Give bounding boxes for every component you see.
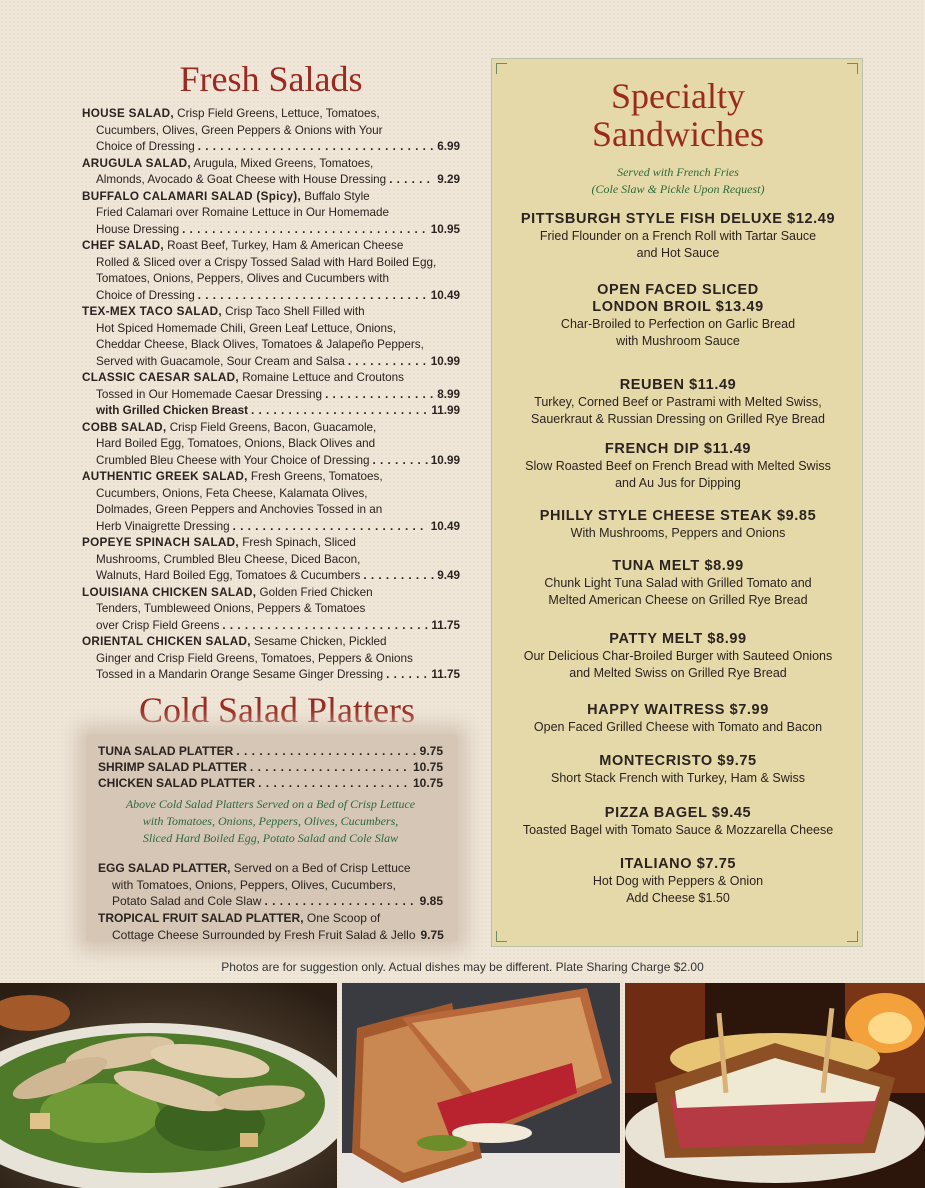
salad-price: 10.49 [430, 288, 460, 302]
salad-name: TEX-MEX TACO SALAD, [82, 305, 222, 318]
salad-desc: Tenders, Tumbleweed Onions, Peppers & Tomatoes [96, 602, 366, 615]
salad-price: 8.99 [437, 387, 460, 401]
platter-name: CHICKEN SALAD PLATTER [98, 776, 256, 790]
salad-desc: Choice of Dressing [96, 140, 195, 153]
sandwich-desc: with Mushroom Sauce [616, 334, 740, 348]
platter-name: EGG SALAD PLATTER, [98, 861, 231, 875]
platter-name: SHRIMP SALAD PLATTER [98, 760, 247, 774]
subtitle-line: (Cole Slaw & Pickle Upon Request) [591, 182, 765, 196]
salad-desc: Almonds, Avocado & Goat Cheese with House Dressing [96, 173, 387, 186]
salad-desc: Crisp Field Greens, Bacon, Guacamole, [166, 420, 377, 434]
salad-name: CHEF SALAD, [82, 239, 164, 252]
caesar-salad-photo [0, 983, 337, 1188]
sandwich-item [492, 753, 864, 787]
salad-price: 10.99 [430, 453, 460, 467]
salad-name: LOUISIANA CHICKEN SALAD, [82, 585, 257, 599]
salad-desc: Hard Boiled Egg, Tomatoes, Onions, Black Olives and [96, 437, 376, 450]
sandwiches-subtitle [492, 164, 864, 198]
platter-note-line: Above Cold Salad Platters Served on a Bed of Crisp Lettuce [125, 797, 416, 811]
salad-desc: Roast Beef, Turkey, Ham & American Cheese [163, 239, 404, 252]
sandwich-desc: Turkey, Corned Beef or Pastrami with Melted Swiss, [534, 395, 822, 409]
salad-item [82, 634, 460, 684]
salad-desc: Herb Vinaigrette Dressing [96, 519, 230, 533]
salad-price: 6.99 [437, 140, 460, 153]
salad-desc: Hot Spiced Homemade Chili, Green Leaf Lettuce, Onions, [96, 321, 397, 335]
salad-name: HOUSE SALAD, [82, 107, 174, 120]
sandwich-desc: Fried Flounder on a French Roll with Tartar Sauce [539, 229, 817, 243]
specialty-sandwiches-title [492, 77, 864, 153]
fresh-salads-title: Fresh Salads [179, 59, 363, 99]
sandwich-item [492, 508, 864, 542]
salad-name: ARUGULA SALAD, [82, 156, 191, 170]
sandwich-item [492, 631, 864, 682]
sandwich-desc: Chunk Light Tuna Salad with Grilled Tomato and [544, 576, 812, 590]
title-line: Specialty [611, 76, 745, 116]
salad-desc: Tomatoes, Onions, Peppers, Olives and Cucumbers with [96, 272, 389, 285]
sandwich-item [492, 805, 864, 839]
salad-desc: Cheddar Cheese, Black Olives, Tomatoes & Jalapeño Peppers, [96, 338, 424, 351]
salad-desc: Cucumbers, Onions, Feta Cheese, Kalamata Olives, [96, 486, 368, 500]
sandwich-desc: Sauerkraut & Russian Dressing on Grilled Rye Bread [531, 412, 825, 426]
salad-desc: with Grilled Chicken Breast [96, 404, 248, 417]
reuben-sandwich-photo [342, 983, 620, 1188]
salad-name: COBB SALAD, [82, 420, 167, 434]
subtitle-line: Served with French Fries [617, 165, 739, 179]
salad-desc: Fresh Spinach, Sliced [238, 536, 356, 549]
salad-desc: Arugula, Mixed Greens, Tomatoes, [190, 156, 374, 170]
platter-desc: Cottage Cheese Surrounded by Fresh Fruit Salad & Jello [112, 927, 416, 942]
salad-price: 9.49 [437, 569, 460, 582]
salad-item [82, 189, 460, 239]
sandwich-item [492, 558, 864, 609]
salad-item [82, 535, 460, 585]
sandwich-name: PATTY MELT $8.99 [609, 631, 747, 647]
cold-salad-platters-title: Cold Salad Platters [139, 690, 415, 730]
sandwich-desc: Melted American Cheese on Grilled Rye Bread [548, 593, 808, 607]
salad-item [82, 156, 460, 189]
salad-list [82, 106, 460, 684]
salad-name: CLASSIC CAESAR SALAD, [82, 371, 239, 384]
salad-item [82, 238, 460, 304]
salad-desc: Served with Guacamole, Sour Cream and Salsa [96, 354, 345, 368]
salad-desc: Walnuts, Hard Boiled Egg, Tomatoes & Cucumbers [96, 569, 361, 582]
disclaimer: Photos are for suggestion only. Actual dishes may be different. Plate Sharing Charge $2.00 [221, 960, 704, 974]
corner-ornament [847, 931, 858, 942]
platter-price: 9.75 [420, 927, 444, 942]
platter-note [98, 796, 443, 847]
sandwich-desc: Slow Roasted Beef on French Bread with Melted Swiss [525, 459, 831, 473]
salad-desc: over Crisp Field Greens [96, 618, 220, 632]
sandwich-desc: Our Delicious Char-Broiled Burger with Sauteed Onions [523, 649, 833, 663]
salad-desc: Ginger and Crisp Field Greens, Tomatoes, Peppers & Onions [96, 651, 413, 665]
salad-desc: Crumbled Bleu Cheese with Your Choice of Dressing [96, 453, 370, 467]
corner-ornament [496, 931, 507, 942]
sandwich-name: PHILLY STYLE CHEESE STEAK $9.85 [539, 508, 817, 524]
sandwich-desc: With Mushrooms, Peppers and Onions [570, 526, 786, 540]
platter-price: 10.75 [412, 776, 443, 790]
salad-desc: Dolmades, Green Peppers and Anchovies Tossed in an [96, 503, 383, 516]
sandwich-item [492, 377, 864, 428]
salad-item [82, 403, 460, 420]
sandwich-name: LONDON BROIL $13.49 [592, 299, 764, 315]
platter-name: TUNA SALAD PLATTER [98, 744, 234, 758]
salad-price: 9.29 [437, 173, 460, 186]
sandwich-name: PITTSBURGH STYLE FISH DELUXE $12.49 [520, 211, 836, 227]
platter-note-line: with Tomatoes, Onions, Peppers, Olives, Cucumbers, [142, 814, 399, 828]
sandwich-item [492, 441, 864, 492]
sandwich-desc: and Hot Sauce [636, 246, 720, 260]
salad-desc: House Dressing [96, 222, 180, 236]
salad-desc: Cucumbers, Olives, Green Peppers & Onions with Your [96, 123, 383, 137]
sandwich-item [492, 282, 864, 350]
salad-price: 10.99 [430, 354, 460, 368]
salad-desc: Fresh Greens, Tomatoes, [247, 470, 383, 483]
platter-desc: with Tomatoes, Onions, Peppers, Olives, Cucumbers, [112, 877, 396, 892]
sandwich-name: FRENCH DIP $11.49 [604, 441, 752, 457]
salad-name: POPEYE SPINACH SALAD, [82, 536, 239, 549]
sandwich-name: TUNA MELT $8.99 [612, 558, 744, 574]
salad-name: BUFFALO CALAMARI SALAD (Spicy), [82, 189, 302, 203]
platter-item-chicken [98, 775, 443, 792]
salad-price: 11.99 [431, 404, 460, 417]
sandwich-name: OPEN FACED SLICED [597, 282, 759, 298]
sandwich-item [492, 856, 864, 907]
salad-desc: Golden Fried Chicken [256, 585, 373, 599]
specialty-sandwiches-panel [491, 58, 863, 947]
sandwich-name: MONTECRISTO $9.75 [599, 753, 757, 769]
platter-price: 10.75 [412, 760, 443, 774]
salad-price: 11.75 [431, 668, 460, 681]
sandwich-desc: Add Cheese $1.50 [626, 891, 730, 905]
sandwich-desc: Hot Dog with Peppers & Onion [592, 874, 764, 888]
salad-desc: Fried Calamari over Romaine Lettuce in Our Homemade [96, 206, 389, 219]
salad-price: 10.49 [430, 519, 460, 533]
platter-name: TROPICAL FRUIT SALAD PLATTER, [98, 911, 304, 925]
platter-desc: Served on a Bed of Crisp Lettuce [230, 861, 411, 875]
grilled-sandwich-photo [625, 983, 925, 1188]
sandwich-desc: Open Faced Grilled Cheese with Tomato and Bacon [533, 720, 823, 734]
salad-item [82, 420, 460, 470]
platter-item-shrimp [98, 759, 443, 776]
salad-desc: Mushrooms, Crumbled Bleu Cheese, Diced Bacon, [96, 552, 361, 566]
salad-item [82, 585, 460, 635]
salad-desc: Romaine Lettuce and Croutons [238, 371, 404, 384]
salad-desc: Crisp Taco Shell Filled with [221, 305, 365, 318]
platter-item-tuna [98, 743, 443, 760]
platter-desc: Potato Salad and Cole Slaw [112, 894, 262, 908]
salad-price: 10.95 [430, 222, 460, 236]
title-line: Sandwiches [592, 114, 764, 154]
sandwich-desc: and Au Jus for Dipping [615, 476, 741, 490]
salad-desc: Tossed in Our Homemade Caesar Dressing [96, 387, 323, 401]
sandwich-desc: Short Stack French with Turkey, Ham & Swiss [550, 771, 805, 785]
salad-name: AUTHENTIC GREEK SALAD, [82, 470, 248, 483]
fresh-salads-section [82, 58, 460, 684]
sandwich-name: PIZZA BAGEL $9.45 [604, 805, 752, 821]
salad-desc: Buffalo Style [301, 189, 370, 203]
sandwich-item [492, 211, 864, 262]
salad-item [82, 370, 460, 403]
salad-item [82, 106, 460, 156]
salad-price: 11.75 [431, 618, 460, 632]
salad-desc: Rolled & Sliced over a Crispy Tossed Salad with Hard Boiled Egg, [96, 255, 437, 269]
salad-item [82, 469, 460, 535]
platter-price: 9.85 [419, 894, 443, 908]
platter-note-line: Sliced Hard Boiled Egg, Potato Salad and Cole Slaw [142, 831, 399, 845]
sandwich-name: HAPPY WAITRESS $7.99 [587, 702, 769, 718]
salad-desc: Sesame Chicken, Pickled [250, 635, 387, 648]
corner-ornament [847, 63, 858, 74]
sandwich-desc: Toasted Bagel with Tomato Sauce & Mozzarella Cheese [522, 823, 834, 837]
salad-item [82, 304, 460, 370]
sandwich-desc: Char-Broiled to Perfection on Garlic Bread [560, 317, 796, 331]
sandwich-name: REUBEN $11.49 [619, 377, 737, 393]
salad-name: ORIENTAL CHICKEN SALAD, [82, 635, 251, 648]
salad-desc: Tossed in a Mandarin Orange Sesame Ginger Dressing [96, 668, 384, 681]
corner-ornament [496, 63, 507, 74]
platter-item-egg [98, 860, 443, 910]
salad-desc: Crisp Field Greens, Lettuce, Tomatoes, [173, 107, 380, 120]
sandwich-name: ITALIANO $7.75 [619, 856, 737, 872]
platter-desc: One Scoop of [303, 911, 381, 925]
platter-price: 9.75 [419, 744, 443, 758]
platter-item-fruit [98, 910, 443, 943]
sandwich-desc: and Melted Swiss on Grilled Rye Bread [569, 666, 787, 680]
sandwich-item [492, 702, 864, 736]
salad-desc: Choice of Dressing [96, 288, 195, 302]
